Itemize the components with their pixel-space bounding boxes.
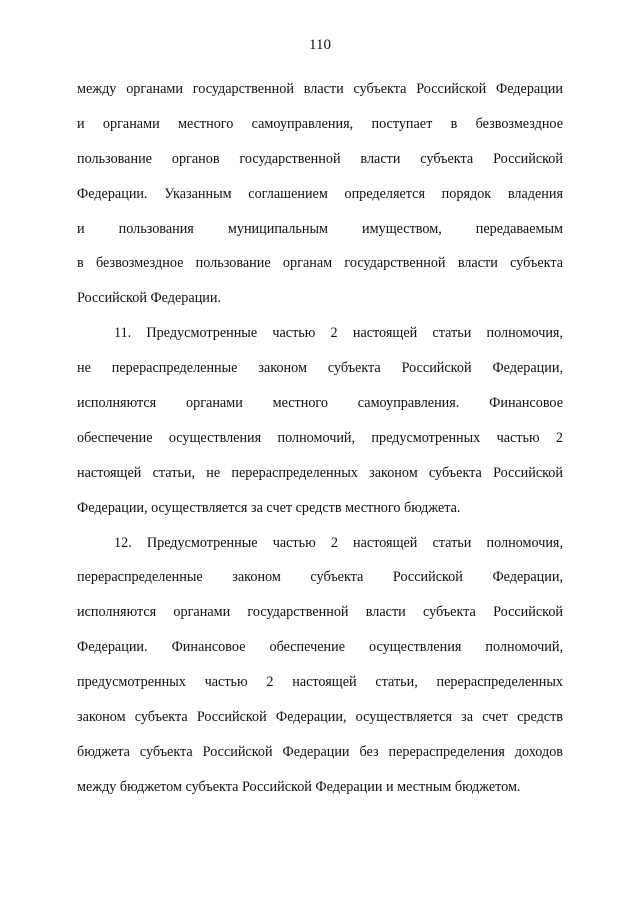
paragraph-item-11: [77, 316, 563, 525]
text-line: пользование органов государственной власти субъекта Российской: [77, 150, 563, 167]
text-line: настоящей статьи, не перераспределенных законом субъекта Российской: [77, 464, 563, 481]
text-line: 11. Предусмотренные частью 2 настоящей статьи полномочия,: [114, 325, 563, 342]
text-line: между органами государственной власти субъекта Российской Федерации: [77, 81, 563, 97]
text-line: между бюджетом субъекта Российской Федерации и местным бюджетом.: [77, 778, 521, 795]
text-line: исполняются органами местного самоуправления. Финансовое: [77, 395, 563, 412]
text-line: исполняются органами государственной власти субъекта Российской: [77, 604, 563, 621]
paragraph-continuation: [77, 72, 563, 316]
text-line: бюджета субъекта Российской Федерации без перераспределения доходов: [77, 743, 563, 760]
text-line: 12. Предусмотренные частью 2 настоящей статьи полномочия,: [114, 534, 563, 551]
text-line: законом субъекта Российской Федерации, осуществляется за счет средств: [77, 709, 563, 726]
text-line: в безвозмездное пользование органам государственной власти субъекта: [77, 255, 563, 272]
text-line: и органами местного самоуправления, поступает в безвозмездное: [77, 115, 563, 132]
text-line: не перераспределенные законом субъекта Российской Федерации,: [77, 360, 563, 377]
text-line: обеспечение осуществления полномочий, предусмотренных частью 2: [77, 429, 563, 446]
text-line: и пользования муниципальным имуществом, передаваемым: [77, 220, 563, 237]
text-line: предусмотренных частью 2 настоящей статьи, перераспределенных: [77, 674, 563, 691]
paragraph-item-12: [77, 526, 563, 805]
page-number: 110: [309, 37, 331, 53]
document-body: [77, 72, 563, 805]
text-line: перераспределенные законом субъекта Российской Федерации,: [77, 569, 563, 586]
text-line: Федерации, осуществляется за счет средств местного бюджета.: [77, 499, 461, 516]
text-line: Российской Федерации.: [77, 290, 222, 307]
text-line: Федерации. Указанным соглашением определяется порядок владения: [77, 185, 563, 202]
text-line: Федерации. Финансовое обеспечение осуществления полномочий,: [77, 639, 563, 656]
